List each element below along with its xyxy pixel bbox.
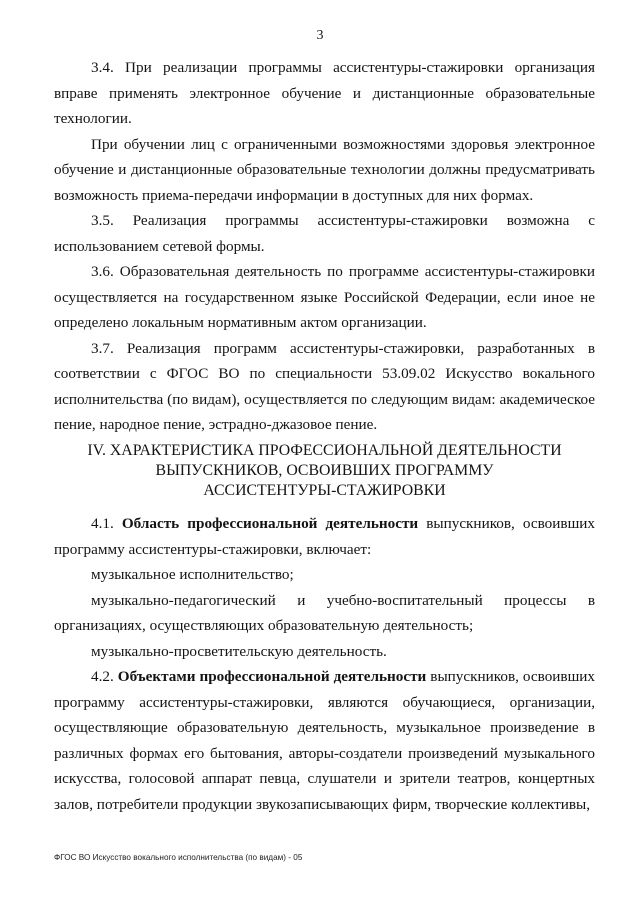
paragraph-3-5: 3.5. Реализация программы ассистентуры-стажировки возможна с использованием сетевой формы. — [54, 212, 595, 255]
paragraph-4-2-number: 4.2. — [91, 668, 114, 685]
paragraph-4-1-term: Область профессиональной деятельности — [121, 515, 419, 532]
paragraph-3-6: 3.6. Образовательная деятельность по программе ассистентуры-стажировки осуществляется на государственном языке Российской Федерации, если иное не определено локальным нормативным актом организации. — [54, 263, 595, 331]
paragraph-4-2-text: выпускников, освоивших программу ассистентуры-стажировки, являются обучающиеся, организации, осуществляющие образовательную деятельность, музыкальное произведение в различных формах его бытования, авторы-создатели произведений музыкального искусства, голосовой аппарат певца, слушатели и зрители театров, концертных залов, потребители продукции звукозаписывающих фирм, творческие коллективы, — [54, 668, 596, 813]
footer-note: ФГОС ВО Искусство вокального исполнительства (по видам) - 05 — [54, 853, 303, 862]
heading-line-3: АССИСТЕНТУРЫ-СТАЖИРОВКИ — [203, 482, 446, 499]
paragraph-3-4-b: При обучении лиц с ограниченными возможностями здоровья электронное обучение и дистанционные образовательные технологии должны предусматривать возможность приема-передачи информации в доступных для них формах. — [54, 135, 595, 204]
paragraph-4-2-term: Объектами профессиональной деятельности — [117, 668, 427, 685]
heading-line-1: IV. ХАРАКТЕРИСТИКА ПРОФЕССИОНАЛЬНОЙ ДЕЯТЕЛЬНОСТИ — [87, 442, 562, 459]
paragraph-3-4: 3.4. При реализации программы ассистентуры-стажировки организация вправе применять электронное обучение и дистанционные образовательные технологии. — [54, 59, 595, 127]
paragraph-4-2 — [54, 664, 595, 817]
list-item-2: музыкально-педагогический и учебно-воспитательный процессы в организациях, осуществляющих образовательную деятельность; — [54, 591, 595, 634]
section-4-body — [54, 511, 595, 817]
paragraph-4-1-text: выпускников, освоивших программу ассистентуры-стажировки, включает: — [54, 515, 595, 558]
page-number: 3 — [316, 28, 324, 43]
paragraph-4-1 — [54, 511, 595, 562]
section-3-body — [54, 55, 595, 438]
section-4-heading — [54, 441, 595, 501]
heading-line-2: ВЫПУСКНИКОВ, ОСВОИВШИХ ПРОГРАММУ — [155, 462, 494, 479]
paragraph-4-1-number: 4.1. — [91, 515, 114, 532]
list-item-3: музыкально-просветительскую деятельность. — [91, 642, 387, 660]
paragraph-3-7: 3.7. Реализация программ ассистентуры-стажировки, разработанных в соответствии с ФГОС ВО по специальности 53.09.02 Искусство вокального исполнительства (по видам), осуществляется по следующим видам: академическое пение, народное пение, эстрадно-джазовое пение. — [54, 339, 595, 433]
list-item-1: музыкальное исполнительство; — [91, 566, 294, 583]
